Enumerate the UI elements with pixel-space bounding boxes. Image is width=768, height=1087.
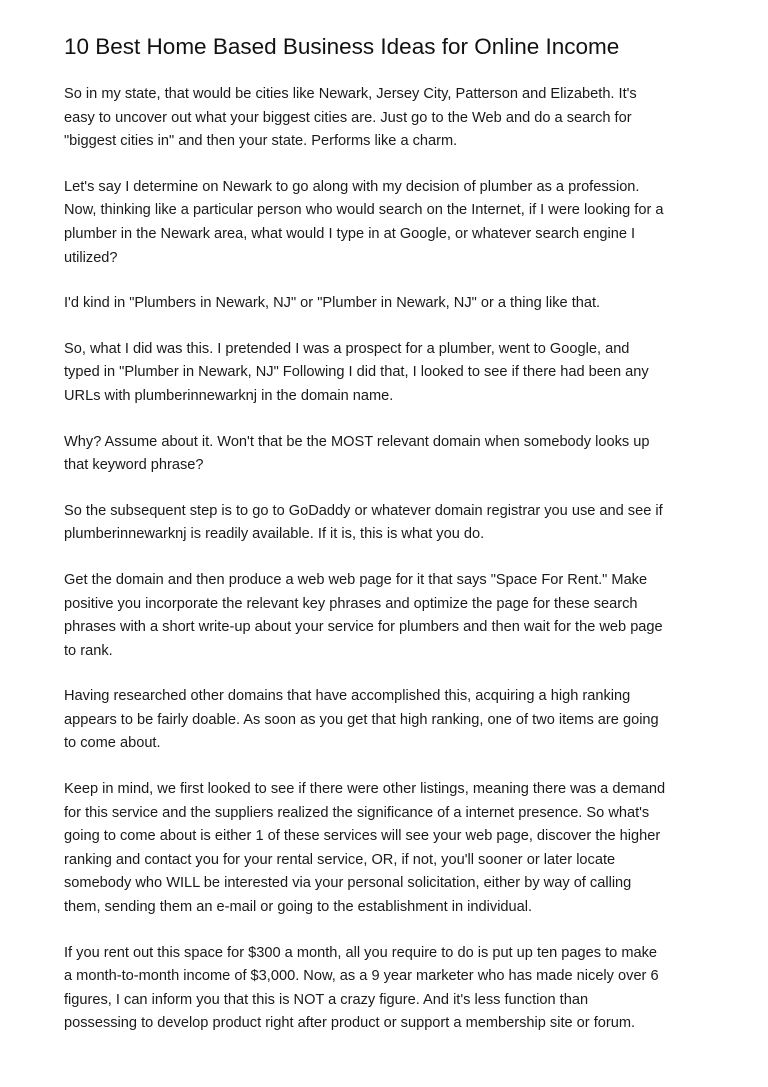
paragraph: I'd kind in "Plumbers in Newark, NJ" or "Plumber in Newark, NJ" or a thing like that. bbox=[64, 295, 601, 312]
paragraph: So the subsequent step is to go to GoDaddy or whatever domain registrar you use and see if plumberinnewarknj is readily available. If it is, this is what you do. bbox=[64, 502, 663, 543]
paragraph: Having researched other domains that have accomplished this, acquiring a high ranking appears to be fairly doable. As soon as you get that high ranking, one of two items are going to come about. bbox=[64, 688, 659, 752]
page-title: 10 Best Home Based Business Ideas for Online Income bbox=[64, 34, 620, 59]
paragraph: So in my state, that would be cities like Newark, Jersey City, Patterson and Elizabeth. It's easy to uncover out what your biggest cities are. Just go to the Web and do a search for "biggest cities in" and then your state. Performs like a charm. bbox=[64, 86, 637, 150]
paragraph: Keep in mind, we first looked to see if there were other listings, meaning there was a demand for this service and the suppliers realized the significance of a internet presence. So what's going to come about is either 1 of these services will see your web page, discover the higher ranking and contact you for your rental service, OR, if not, you'll sooner or later locate somebody who WILL be interested via your personal solicitation, either by way of calling them, sending them an e-mail or going to the establishment in individual. bbox=[64, 781, 666, 916]
paragraph: Get the domain and then produce a web web page for it that says "Space For Rent." Make positive you incorporate the relevant key phrases and optimize the page for these search phrases with a short write-up about your service for plumbers and then wait for the web page to rank. bbox=[64, 571, 663, 659]
paragraph: So, what I did was this. I pretended I was a prospect for a plumber, went to Google, and typed in "Plumber in Newark, NJ" Following I did that, I looked to see if there had been any URLs with plumberinnewarknj in the domain name. bbox=[64, 340, 649, 404]
paragraph: If you rent out this space for $300 a month, all you require to do is put up ten pages to make a month-to-month income of $3,000. Now, as a 9 year marketer who has made nicely over 6 figures, I can inform you that this is NOT a crazy figure. And it's less function than possessing to develop product right after product or support a membership site or forum. bbox=[64, 944, 659, 1032]
document-body bbox=[64, 83, 712, 1036]
paragraph: Let's say I determine on Newark to go along with my decision of plumber as a profession. Now, thinking like a particular person who would search on the Internet, if I were looking for a plumber in the Newark area, what would I type in at Google, or whatever search engine I utilized? bbox=[64, 178, 664, 266]
paragraph: Why? Assume about it. Won't that be the MOST relevant domain when somebody looks up that keyword phrase? bbox=[64, 433, 650, 474]
